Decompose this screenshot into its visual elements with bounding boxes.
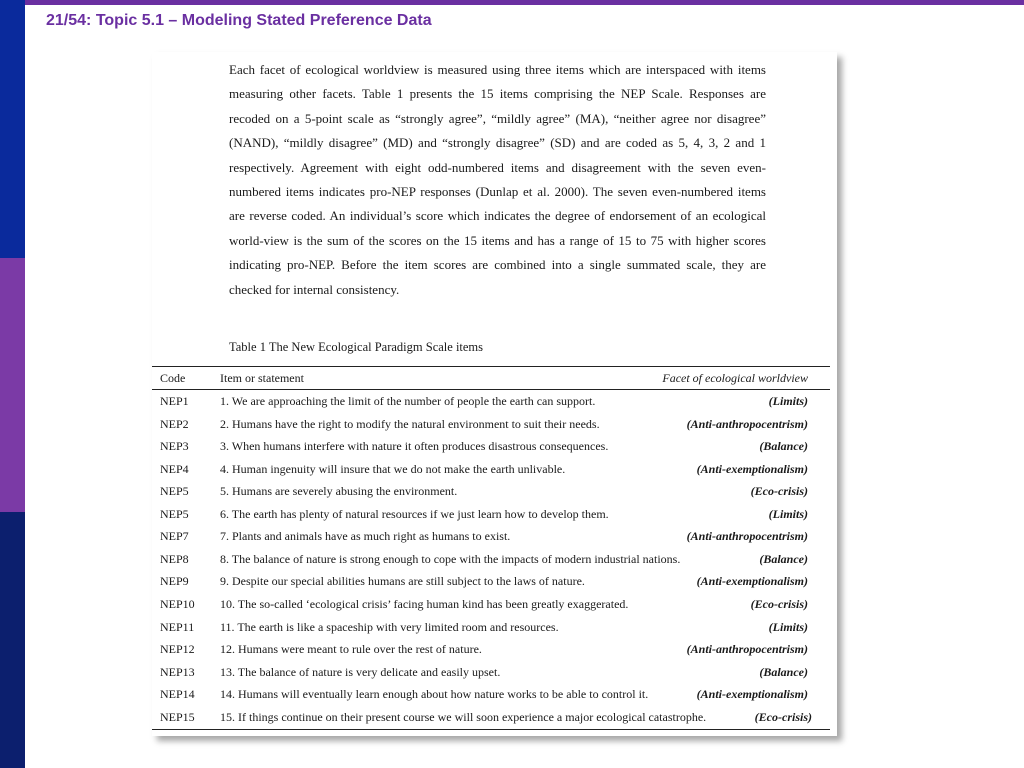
table-row: [152, 436, 830, 459]
table-row: [152, 459, 830, 482]
table-row: [152, 391, 830, 414]
table-row: [152, 684, 830, 707]
row-code: NEP1: [160, 394, 189, 408]
slide-title: 21/54: Topic 5.1 – Modeling Stated Preference Data: [46, 12, 432, 29]
row-item: 11. The earth is like a spaceship with very limited room and resources.: [220, 619, 559, 634]
row-item: 6. The earth has plenty of natural resources if we just learn how to develop them.: [220, 506, 609, 521]
row-item: 5. Humans are severely abusing the environment.: [220, 484, 458, 499]
row-code: NEP9: [160, 574, 189, 589]
row-facet: (Eco-crisis): [750, 484, 808, 499]
header-facet: Facet of ecological worldview: [662, 371, 808, 385]
table-bottom-rule: [152, 729, 830, 730]
row-facet: (Anti-exemptionalism): [696, 574, 808, 589]
body-paragraph: Each facet of ecological worldview is measured using three items which are interspaced with items measuring other facets. Table 1 presents the 15 items comprising the NEP Scale. Responses are recoded on a 5-point scale as “strongly agree”, “mildly agree” (MA), “neither agree nor disagree” (NAND), “mildly disagree” (MD) and “strongly disagree” (SD) and are coded as 5, 4, 3, 2 and 1 respectively. Agreement with eight odd-numbered items and disagreement with the seven even-numbered items indicates pro-NEP responses (Dunlap et al. 2000). The seven even-numbered items are reverse coded. An individual’s score which indicates the degree of endorsement of an ecological world-view is the sum of the scores on the 15 items and has a range of 15 to 75 with higher scores indicating pro-NEP. Before the item scores are combined into a single summated scale, they are checked for internal consistency.: [229, 62, 766, 297]
row-code: NEP2: [160, 416, 189, 431]
left-strip-purple: [0, 258, 25, 512]
row-item: 2. Humans have the right to modify the natural environment to suit their needs.: [220, 416, 600, 431]
header-item: Item or statement: [220, 371, 304, 385]
row-facet: (Anti-anthropocentrism): [686, 642, 808, 657]
row-code: NEP15: [160, 709, 195, 724]
table-row: [152, 707, 830, 730]
row-item: 15. If things continue on their present course we will soon experience a major ecological catastrophe.: [220, 709, 707, 724]
row-code: NEP5: [160, 484, 189, 499]
row-facet: (Balance): [759, 664, 808, 679]
row-item: 12. Humans were meant to rule over the rest of nature.: [220, 642, 482, 657]
row-item: 8. The balance of nature is strong enough to cope with the impacts of modern industrial nations.: [220, 551, 681, 566]
row-code: NEP8: [160, 551, 189, 566]
row-code: NEP13: [160, 664, 195, 679]
row-code: NEP11: [160, 619, 195, 634]
row-item: 1. We are approaching the limit of the number of people the earth can support.: [220, 394, 596, 408]
table-row: [152, 594, 830, 617]
table-row: [152, 662, 830, 685]
row-item: 9. Despite our special abilities humans are still subject to the laws of nature.: [220, 574, 585, 589]
top-accent-bar: [0, 0, 1024, 5]
table-row: [152, 639, 830, 662]
table-caption: Table 1 The New Ecological Paradigm Scale items: [229, 340, 484, 354]
row-facet: (Anti-exemptionalism): [696, 461, 808, 476]
row-facet: (Anti-exemptionalism): [696, 687, 808, 702]
table-top-rule: [152, 366, 830, 367]
row-code: NEP4: [160, 461, 189, 476]
row-facet: (Anti-anthropocentrism): [686, 529, 808, 544]
table-row: [152, 526, 830, 549]
header-code: Code: [160, 371, 186, 385]
row-facet: (Limits): [768, 619, 808, 634]
row-facet: (Balance): [759, 551, 808, 566]
left-strip-blue: [0, 0, 25, 258]
table-row: [152, 414, 830, 437]
row-facet: (Limits): [768, 394, 808, 408]
row-code: NEP10: [160, 596, 195, 611]
row-code: NEP14: [160, 687, 195, 702]
table-row: [152, 481, 830, 504]
row-facet: (Eco-crisis): [750, 596, 808, 611]
row-facet: (Eco-crisis): [754, 709, 812, 724]
row-code: NEP5: [160, 506, 189, 521]
row-facet: (Limits): [768, 506, 808, 521]
row-item: 13. The balance of nature is very delicate and easily upset.: [220, 664, 501, 679]
row-item: 4. Human ingenuity will insure that we do not make the earth unlivable.: [220, 461, 566, 476]
table-header-row: [152, 368, 830, 391]
row-code: NEP7: [160, 529, 189, 544]
table-row: [152, 571, 830, 594]
row-item: 7. Plants and animals have as much right as humans to exist.: [220, 529, 511, 544]
table-row: [152, 549, 830, 572]
document-image: [152, 52, 837, 736]
row-item: 10. The so-called ‘ecological crisis’ facing human kind has been greatly exaggerated.: [220, 596, 629, 611]
row-code: NEP3: [160, 439, 189, 454]
table-row: [152, 617, 830, 640]
row-item: 14. Humans will eventually learn enough about how nature works to be able to control it.: [220, 687, 649, 702]
row-item: 3. When humans interfere with nature it often produces disastrous consequences.: [220, 439, 609, 454]
table-row: [152, 504, 830, 527]
table-header-rule: [152, 389, 830, 390]
row-facet: (Balance): [759, 439, 808, 454]
row-facet: (Anti-anthropocentrism): [686, 416, 808, 431]
row-code: NEP12: [160, 642, 195, 657]
left-strip-navy: [0, 512, 25, 768]
